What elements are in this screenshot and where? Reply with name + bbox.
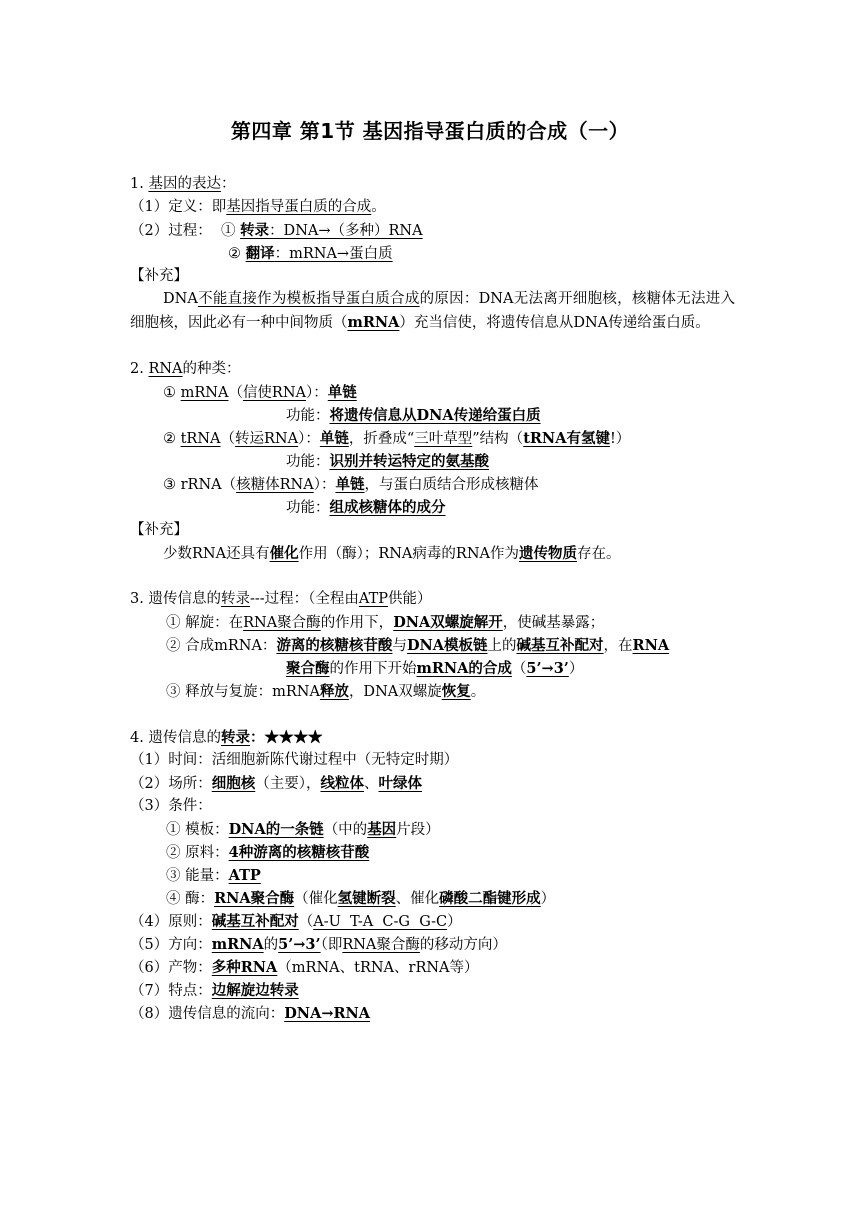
condition-line: （3）条件： — [130, 798, 212, 814]
key-term: 5’→3’ — [526, 660, 569, 677]
key-term: DNA模板链 — [406, 637, 488, 654]
flow-line — [130, 1002, 735, 1025]
text: ② 合成mRNA： — [166, 638, 277, 654]
release-step — [130, 680, 735, 703]
text: ③ 释放与复旋：mRNA — [166, 684, 320, 700]
text: 、 — [363, 776, 379, 792]
key-term: 游离的核糖核苷酸 — [276, 637, 393, 654]
text: （ — [298, 914, 314, 930]
key-term: RNA聚合酶 — [243, 615, 321, 631]
section-title: 基因的表达 — [148, 176, 221, 192]
synthesis-step-continued — [130, 657, 735, 680]
text: ③ 能量： — [166, 868, 229, 884]
key-term: 碱基互补配对 — [211, 913, 299, 930]
text: 的原因：DNA无法离开细胞核，核糖体无法进入细胞核，因此必有一种中间物质（ — [130, 291, 735, 331]
key-term: 遗传物质 — [518, 545, 577, 562]
text: 少数RNA还具有 — [163, 546, 270, 562]
text: 功能： — [286, 408, 330, 424]
key-term: ：DNA→（多种）RNA — [269, 223, 423, 239]
key-term: ATP — [228, 867, 261, 884]
text: ① 模板： — [166, 822, 229, 838]
key-term: 聚合酶 — [286, 660, 330, 677]
text: ： — [220, 176, 236, 192]
text: （中的 — [323, 822, 368, 838]
key-term: 转录 — [220, 729, 250, 746]
text: （2）过程： ① — [130, 223, 241, 239]
key-term: mRNA — [347, 314, 400, 331]
key-term: 基因 — [367, 821, 397, 838]
trna-function — [130, 450, 735, 473]
text: ① 解旋：在 — [166, 615, 244, 631]
key-term: 单链 — [327, 384, 357, 401]
supplement-label: 【补充】 — [130, 522, 188, 538]
key-term: DNA双螺旋解开 — [393, 614, 503, 631]
process-line-2 — [130, 242, 735, 265]
key-term: 转录 — [220, 591, 250, 607]
section-2-heading — [130, 358, 735, 381]
synthesis-step — [130, 634, 735, 657]
text: 的种类： — [182, 361, 241, 377]
enzyme-condition — [130, 887, 735, 910]
text: （ — [228, 385, 243, 401]
key-term: 5’→3’ — [278, 936, 321, 953]
key-term: RNA聚合酶 — [342, 937, 420, 953]
text: DNA — [163, 291, 198, 307]
text: （7）特点： — [130, 983, 212, 999]
key-term: 碱基互补配对 — [516, 637, 604, 654]
section-title: RNA — [148, 361, 183, 377]
section-number: 2. — [130, 361, 149, 377]
text: ① — [163, 385, 181, 401]
key-term: 信使RNA — [242, 385, 307, 401]
text: （4）原则： — [130, 914, 212, 930]
key-term: ：mRNA→蛋白质 — [274, 246, 393, 262]
rrna-function — [130, 496, 735, 519]
document-body — [130, 173, 735, 1025]
text: （催化 — [294, 891, 338, 907]
text: 。 — [470, 684, 486, 700]
key-term: 将遗传信息从DNA传递给蛋白质 — [329, 407, 541, 424]
key-term: 边解旋边转录 — [211, 982, 299, 999]
key-term: mRNA — [180, 385, 229, 401]
text: ② — [163, 431, 181, 447]
key-term: 氢键断裂 — [337, 890, 396, 907]
text: ，与蛋白质结合形成核糖体 — [364, 477, 539, 493]
text: ） — [447, 914, 462, 930]
key-term: 转录 — [240, 222, 270, 239]
key-term: 识别并转运特定的氨基酸 — [329, 453, 489, 470]
text: （ — [220, 431, 236, 447]
text: （ — [511, 661, 527, 677]
text: ，折叠成“ — [348, 431, 415, 447]
definition-line — [130, 196, 735, 219]
text: 与 — [392, 638, 407, 654]
key-term: ATP — [358, 591, 389, 607]
template-condition — [130, 818, 735, 841]
key-term: 叶绿体 — [378, 775, 422, 792]
text: ）： — [306, 385, 328, 401]
text: ）： — [298, 431, 320, 447]
text: 4. 遗传信息的 — [130, 730, 221, 746]
text: （即 — [320, 937, 343, 953]
time-line: （1）时间：活细胞新陈代谢过程中（无特定时期） — [130, 752, 459, 768]
text: ，在 — [603, 638, 633, 654]
text: （6）产物： — [130, 960, 212, 976]
text: 功能： — [286, 500, 330, 516]
feature-line — [130, 979, 735, 1002]
text: （mRNA、tRNA、rRNA等） — [277, 960, 479, 976]
page-title: 第四章 第1节 基因指导蛋白质的合成（一） — [230, 119, 630, 143]
text: 存在。 — [576, 546, 621, 562]
text: 的作用下开始 — [329, 661, 417, 677]
text: 供能） — [388, 591, 432, 607]
text: 功能： — [286, 454, 330, 470]
mrna-function — [130, 404, 735, 427]
unwinding-step — [130, 611, 735, 634]
text: （主要）， — [255, 776, 321, 792]
text: 作用（酶）；RNA病毒的RNA作为 — [298, 546, 519, 562]
text: ④ 酶： — [166, 891, 215, 907]
text: （5）方向： — [130, 937, 212, 953]
key-term: A-U T-A C-G G-C — [313, 914, 448, 930]
text: （1）定义：即 — [130, 199, 227, 215]
key-term: 转运RNA — [235, 431, 299, 447]
text: ，使碱基暴露； — [502, 615, 605, 631]
key-term: 多种RNA — [211, 959, 278, 976]
key-term: mRNA的合成 — [416, 660, 512, 677]
key-term: 磷酸二酯键形成 — [439, 890, 541, 907]
key-term: 基因指导蛋白质的合成 — [226, 199, 372, 215]
text: ） — [568, 661, 584, 677]
section-1-heading — [130, 173, 735, 196]
text: ） — [540, 891, 556, 907]
key-term: 线粒体 — [320, 775, 364, 792]
text: 。 — [371, 199, 386, 215]
key-term: tRNA — [180, 431, 221, 447]
key-term: 单链 — [335, 476, 365, 493]
key-term: DNA的一条链 — [228, 821, 324, 838]
text: 、催化 — [395, 891, 440, 907]
text: 片段） — [396, 822, 440, 838]
product-line — [130, 956, 735, 979]
text: 的 — [263, 937, 279, 953]
text: 3. 遗传信息的 — [130, 591, 221, 607]
rrna-item — [130, 473, 735, 496]
supplement-paragraph — [130, 288, 735, 335]
key-term: 释放 — [319, 683, 349, 700]
place-line — [130, 772, 735, 795]
material-condition — [130, 841, 735, 864]
key-term: 翻译 — [245, 245, 275, 262]
text: ）： — [313, 477, 336, 493]
text: 上的 — [487, 638, 517, 654]
process-line-1 — [130, 219, 735, 242]
key-term: DNA→RNA — [284, 1005, 371, 1022]
text: （2）场所： — [130, 776, 212, 792]
text: ② 原料： — [166, 845, 229, 861]
section-4-heading — [130, 726, 735, 749]
text: ② — [228, 246, 246, 262]
text: ③ rRNA（ — [163, 477, 237, 493]
key-term: RNA聚合酶 — [214, 890, 295, 907]
principle-line — [130, 910, 735, 933]
key-term: 催化 — [269, 545, 299, 562]
section-number: 1. — [130, 176, 149, 192]
key-term: tRNA有氢键 — [523, 430, 610, 447]
energy-condition — [130, 864, 735, 887]
text: ）充当信使，将遗传信息从DNA传递给蛋白质。 — [399, 315, 710, 331]
importance-stars: ：★★★★ — [249, 729, 323, 746]
text: ”结构（ — [472, 431, 524, 447]
text: 的作用下， — [320, 615, 394, 631]
section-3-heading — [130, 588, 735, 611]
key-term: 三叶草型 — [414, 431, 473, 447]
direction-line — [130, 933, 735, 956]
text: （8）遗传信息的流向： — [130, 1006, 285, 1022]
text: !） — [609, 431, 631, 447]
key-term: 恢复 — [441, 683, 471, 700]
key-term: 细胞核 — [211, 775, 256, 792]
key-term: RNA — [632, 637, 670, 654]
text: ---过程：（全程由 — [249, 591, 359, 607]
key-term: 组成核糖体的成分 — [329, 499, 446, 516]
key-term: 单链 — [319, 430, 349, 447]
key-term: mRNA — [211, 936, 264, 953]
trna-item — [130, 427, 735, 450]
key-term: 不能直接作为模板指导蛋白质合成 — [197, 291, 420, 307]
text: 的移动方向） — [419, 937, 507, 953]
text: ，DNA双螺旋 — [348, 684, 442, 700]
key-term: 4种游离的核糖核苷酸 — [228, 844, 370, 861]
mrna-item — [130, 381, 735, 404]
key-term: 核糖体RNA — [236, 477, 314, 493]
supplement-line — [130, 542, 735, 565]
supplement-label: 【补充】 — [130, 268, 188, 284]
